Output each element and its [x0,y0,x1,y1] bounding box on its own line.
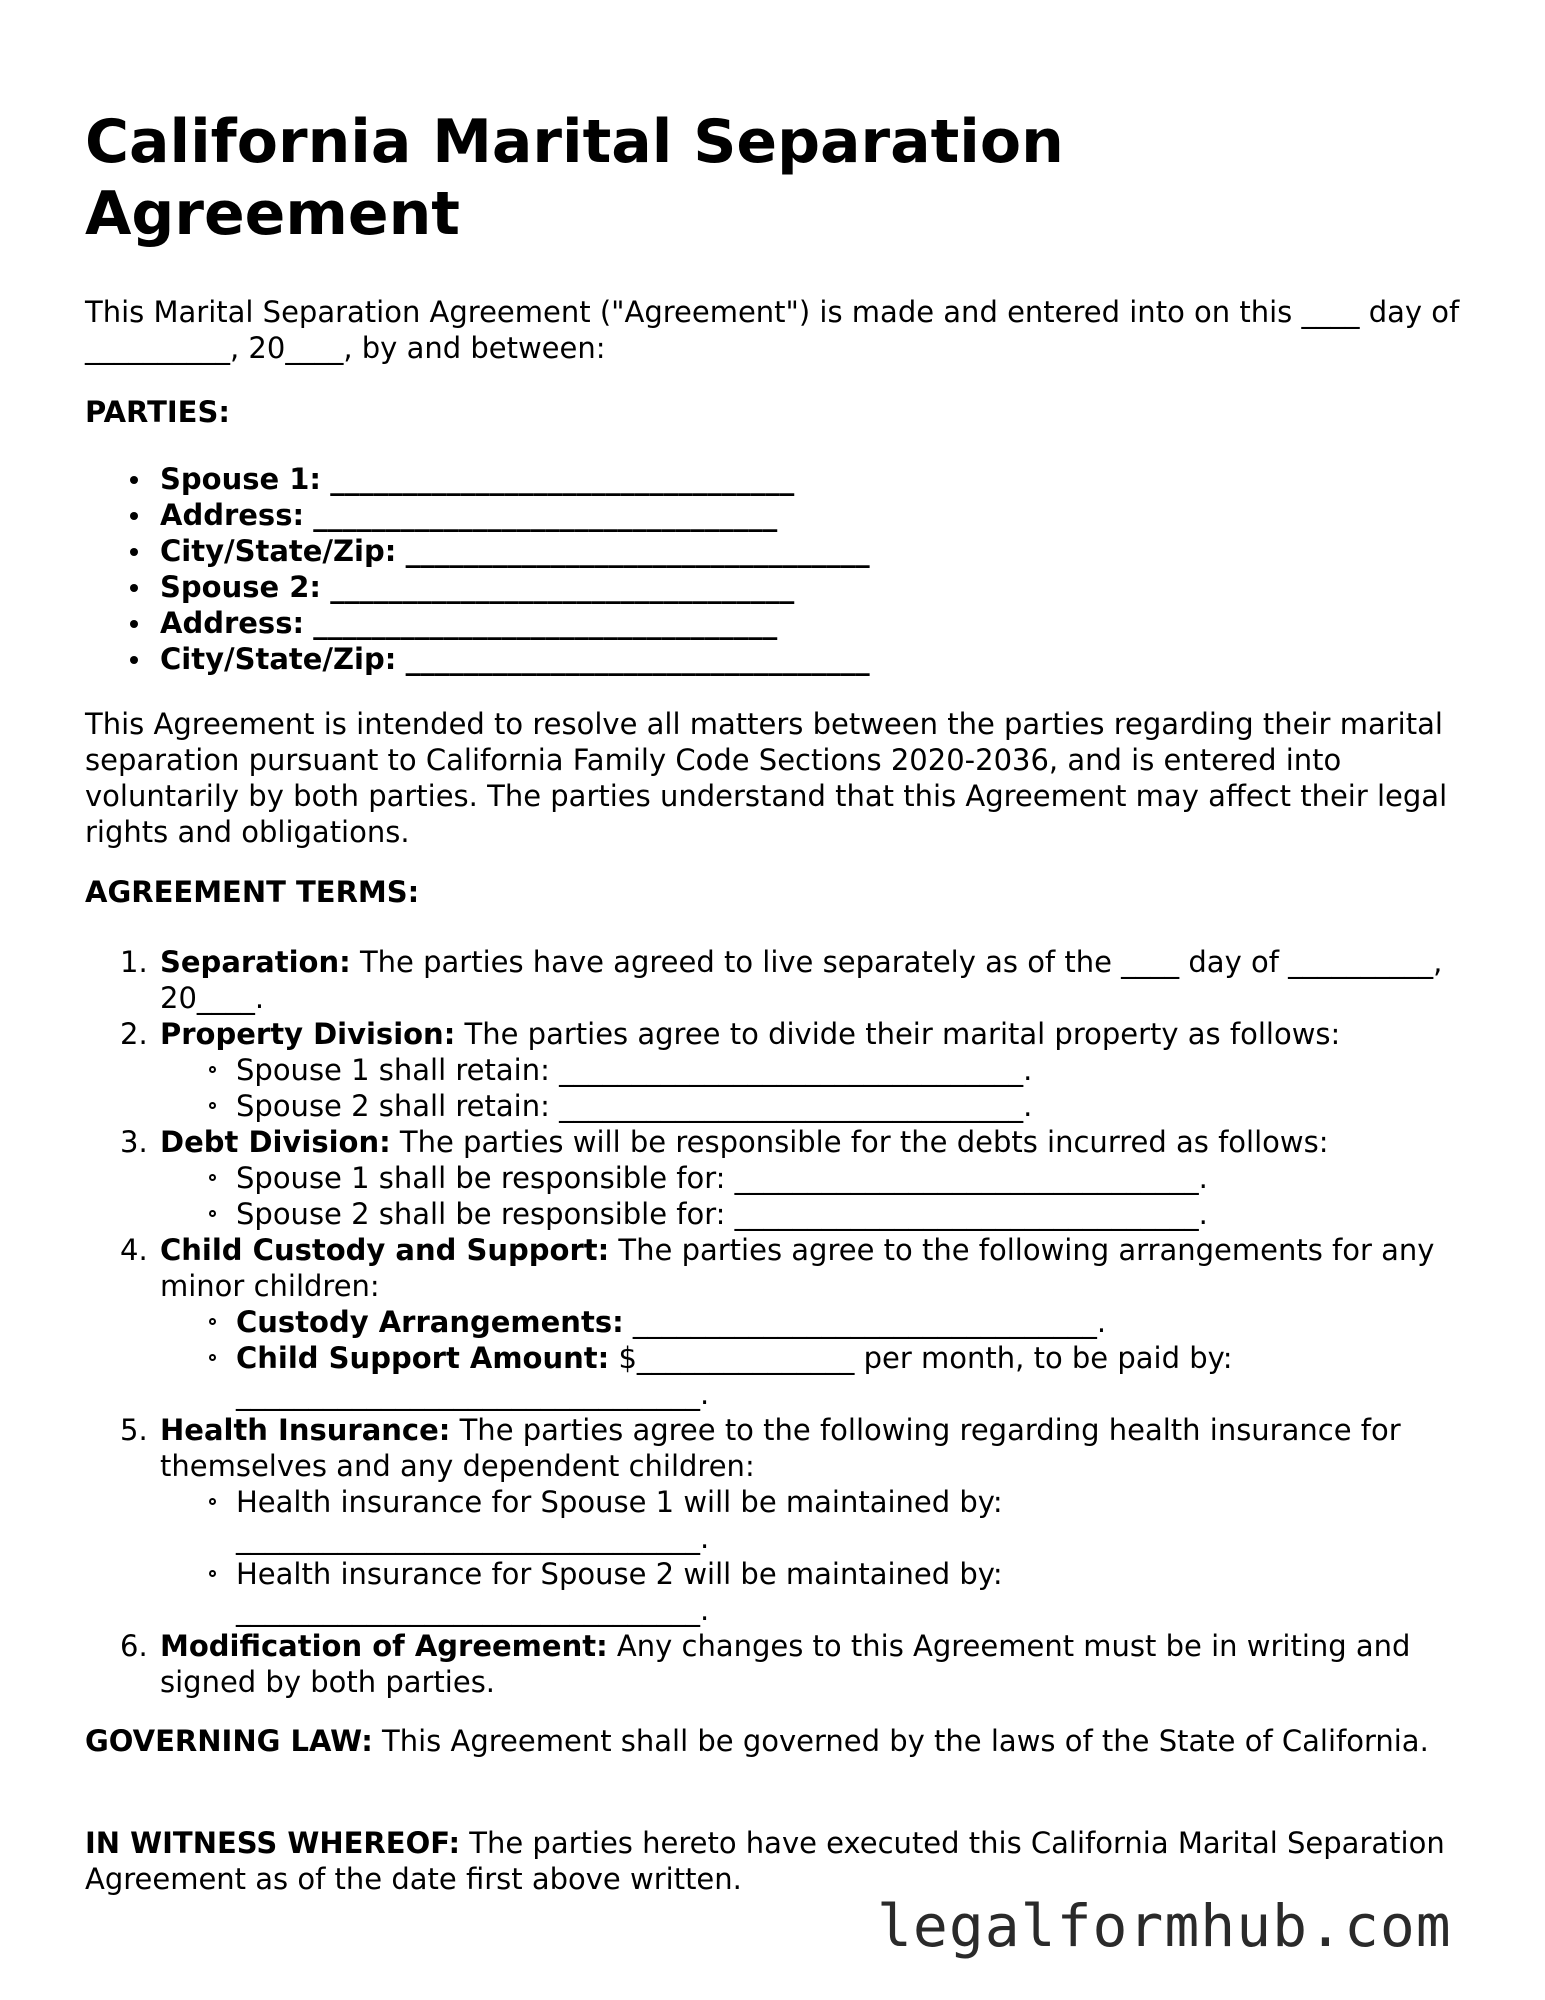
party-field-city-2: City/State/Zip: ________________________________ [160,642,870,676]
sub-item: Spouse 1 shall retain: ________________________________. [236,1052,1465,1088]
term-child-custody: 4. Child Custody and Support: The parties agree to the following arrangements for any minor children: Custody Arrangements: ________________________________. Child Support Amount: $_______________ per month, to be paid by: ________________________________. [160,1232,1465,1412]
sub-item: Health insurance for Spouse 1 will be maintained by: ________________________________. [236,1484,1465,1556]
sub-item: Health insurance for Spouse 2 will be maintained by: ________________________________. [236,1556,1465,1628]
sub-item: Spouse 2 shall retain: ________________________________. [236,1088,1465,1124]
parties-list [85,461,870,677]
sub-item: Custody Arrangements: ________________________________. [236,1304,1465,1340]
term-health-insurance: 5. Health Insurance: The parties agree to the following regarding health insurance for themselves and any dependent children: Health insurance for Spouse 1 will be maintained by: ________________________________. Health insurance for Spouse 2 will be maintained by: ________________________________. [160,1412,1465,1628]
sub-item: Child Support Amount: $_______________ per month, to be paid by: ________________________________. [236,1340,1465,1412]
party-field-address-1: Address: ________________________________ [160,497,870,533]
document-title: California Marital Separation Agreement [85,107,1064,249]
term-modification: 6. Modification of Agreement: Any changes to this Agreement must be in writing and signed by both parties. [120,1629,1411,1699]
term-property-division: 2. Property Division: The parties agree to divide their marital property as follows: Spouse 1 shall retain: ________________________________. Spouse 2 shall retain: ________________________________. [160,1016,1465,1124]
party-field-address-2: Address: ________________________________ [160,605,870,641]
witness-label: IN WITNESS WHEREOF: [85,1826,461,1860]
party-field-city-1: City/State/Zip: ________________________________ [160,534,870,568]
governing-law-label: GOVERNING LAW: [85,1724,373,1758]
governing-law-text: This Agreement shall be governed by the laws of the State of California. [382,1724,1429,1758]
terms-heading: AGREEMENT TERMS: [85,875,420,909]
witness-paragraph [85,1825,1465,1897]
term-debt-division: 3. Debt Division: The parties will be responsible for the debts incurred as follows: Spouse 1 shall be responsible for: ________________________________. Spouse 2 shall be responsible for: ________________________________. [160,1124,1465,1232]
purpose-paragraph: This Agreement is intended to resolve all matters between the parties regarding their marital separation pursuant to California Family Code Sections 2020-2036, and is entered into voluntarily by both parties. The parties understand that this Agreement may affect their legal rights and obligations. [85,707,1448,849]
sub-item: Spouse 2 shall be responsible for: ________________________________. [236,1196,1465,1232]
term-separation: 1. Separation: The parties have agreed to live separately as of the ____ day of __________, 20____. [120,945,1443,1015]
party-field-spouse-1: Spouse 1: ________________________________ [160,461,870,497]
watermark: legalformhub.com [877,1892,1452,1960]
property-division-sublist [160,1052,1465,1124]
governing-law-paragraph [85,1723,1465,1759]
parties-heading: PARTIES: [85,395,230,429]
debt-division-sublist [160,1160,1465,1232]
health-insurance-sublist [160,1484,1465,1628]
witness-text: The parties hereto have executed this California Marital Separation Agreement as of the date first above written. [85,1826,1445,1896]
child-custody-sublist [160,1304,1465,1412]
sub-item: Spouse 1 shall be responsible for: ________________________________. [236,1160,1465,1196]
terms-list [85,944,1465,1700]
party-field-spouse-2: Spouse 2: ________________________________ [160,569,870,605]
intro-paragraph: This Marital Separation Agreement ("Agreement") is made and entered into on this ____ day of __________, 20____, by and between: [85,295,1460,365]
